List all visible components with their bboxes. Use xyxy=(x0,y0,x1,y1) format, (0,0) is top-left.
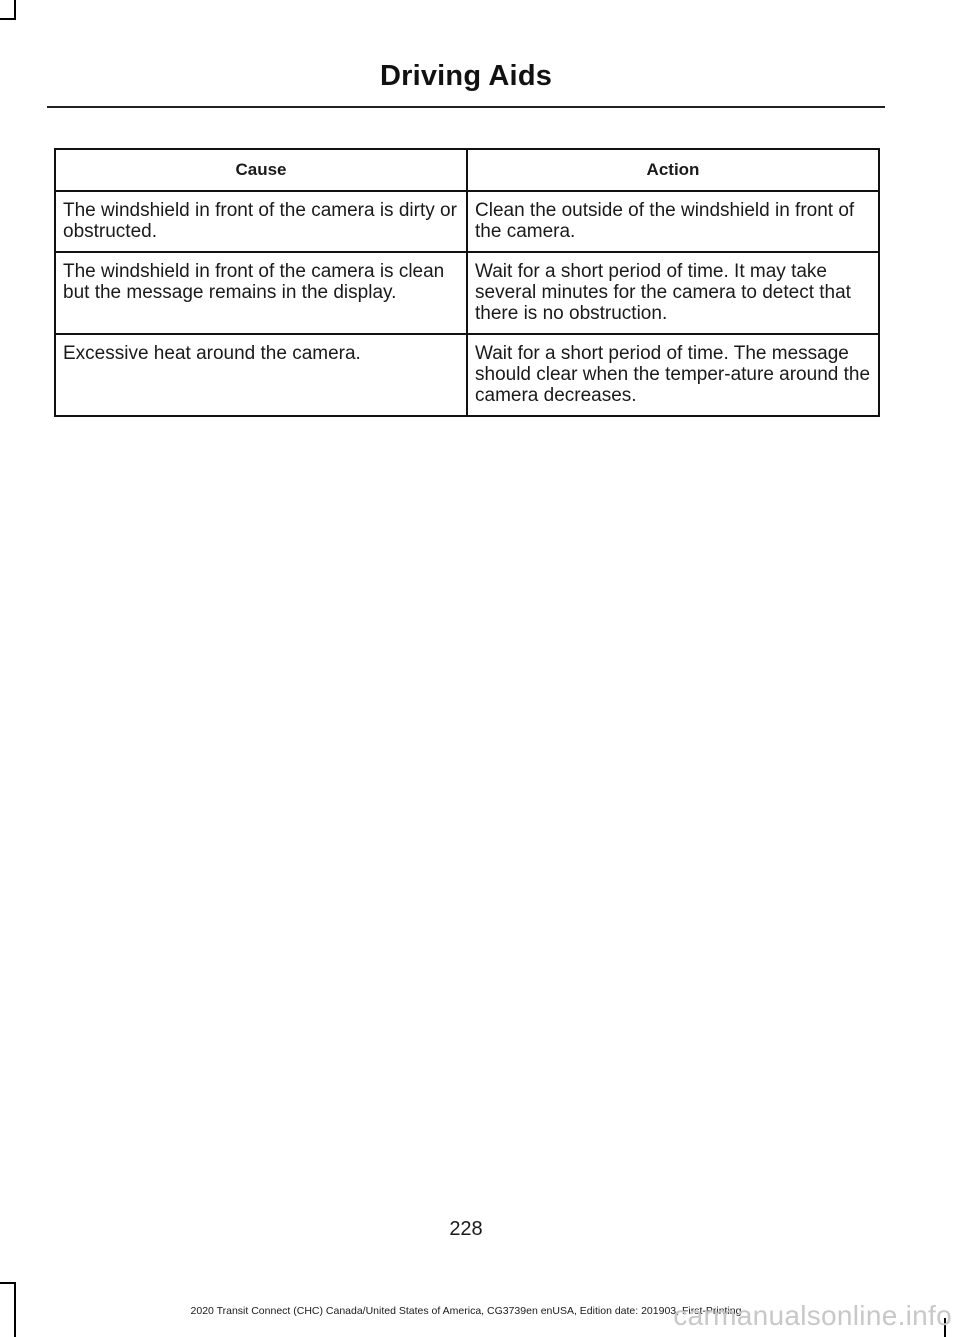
action-cell: Wait for a short period of time. It may take several minutes for the camera to detect that there is no obstruction. xyxy=(467,252,879,334)
cause-cell: The windshield in front of the camera is dirty or obstructed. xyxy=(55,191,467,252)
cause-action-table xyxy=(54,148,880,417)
crop-mark-bottom-left-horizontal xyxy=(0,1282,16,1284)
watermark: carmanualsonline.info xyxy=(673,1300,952,1331)
table-header-row xyxy=(55,149,879,191)
crop-mark-top-left-vertical xyxy=(14,0,16,20)
cause-cell: The windshield in front of the camera is clean but the message remains in the display. xyxy=(55,252,467,334)
action-cell: Wait for a short period of time. The message should clear when the temper-ature around the camera decreases. xyxy=(467,334,879,416)
table-row xyxy=(55,334,879,416)
column-header-cause: Cause xyxy=(55,149,467,191)
table-row xyxy=(55,252,879,334)
edition-footer: 2020 Transit Connect (CHC) Canada/United States of America, CG3739en enUSA, Edition date: 201903, First-Printing xyxy=(190,1305,742,1317)
cause-cell: Excessive heat around the camera. xyxy=(55,334,467,416)
action-cell: Clean the outside of the windshield in front of the camera. xyxy=(467,191,879,252)
header-divider xyxy=(47,106,885,108)
crop-mark-top-left-horizontal xyxy=(0,18,16,20)
page-number: 228 xyxy=(449,1218,483,1240)
table-row xyxy=(55,191,879,252)
page-title: Driving Aids xyxy=(379,60,553,92)
column-header-action: Action xyxy=(467,149,879,191)
